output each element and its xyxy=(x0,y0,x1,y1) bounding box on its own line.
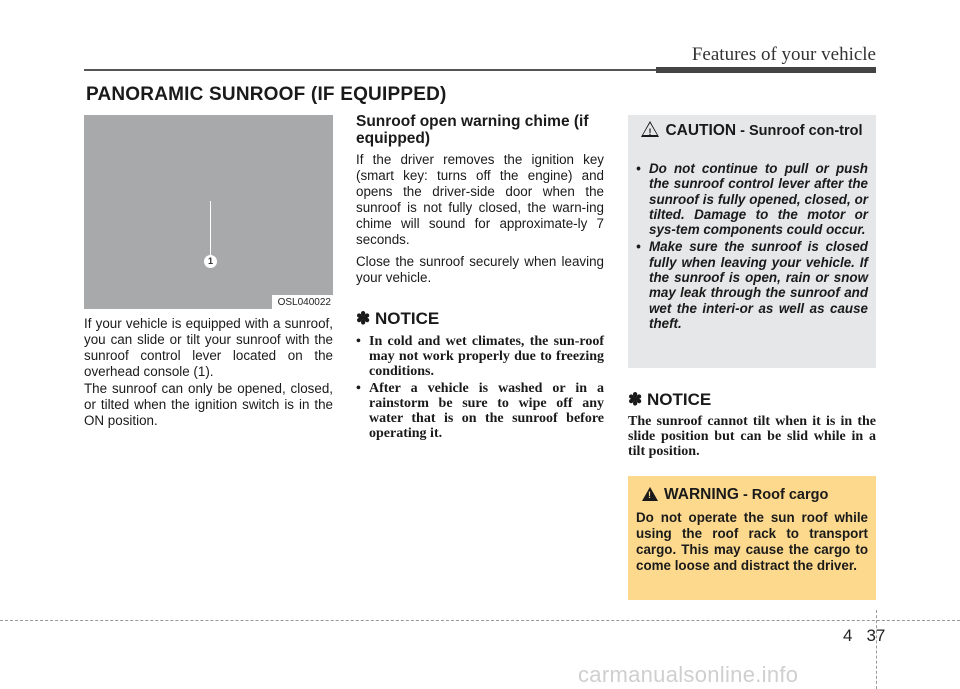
section-title: PANORAMIC SUNROOF (IF EQUIPPED) xyxy=(86,84,447,105)
photo-code: OSL040022 xyxy=(272,295,333,309)
warning-label: WARNING xyxy=(664,486,739,503)
notice-heading: ✽ NOTICE xyxy=(356,309,440,328)
notice-heading: ✽ NOTICE xyxy=(628,390,712,409)
caution-box xyxy=(628,115,876,368)
warning-box xyxy=(628,476,876,600)
caution-topic: - Sunroof con-trol xyxy=(736,123,863,139)
intro-paragraph: If your vehicle is equipped with a sunroof, you can slide or tilt your sunroof with the sunroof control lever located on the overhead console (1). xyxy=(84,316,333,379)
footer-divider xyxy=(876,610,877,689)
warning-triangle-icon: ! xyxy=(642,487,658,501)
close-securely-paragraph: Close the sunroof securely when leaving your vehicle. xyxy=(356,254,604,285)
chime-paragraph: If the driver removes the ignition key (smart key: turns off the engine) and opens the driver-side door when the sunroof is not fully closed, the warn-ing chime will sound for approximate-ly 7 seconds. xyxy=(356,152,604,247)
notice-item: • In cold and wet climates, the sun-roof may not work properly due to freezing conditions. xyxy=(356,334,604,379)
callout-leader-line xyxy=(210,201,211,261)
header-rule-accent xyxy=(656,67,876,73)
chapter-number: 4 xyxy=(843,626,853,645)
callout-marker: 1 xyxy=(204,255,217,268)
caution-item: • Make sure the sunroof is closed fully when leaving your vehicle. If the sunroof is open, rain or snow may leak through the sunroof and wet the interi-or as well as cause theft. xyxy=(636,239,868,331)
page-number xyxy=(843,626,885,646)
caution-list xyxy=(636,161,868,333)
sunroof-control-photo xyxy=(84,115,333,309)
warning-title xyxy=(642,486,828,504)
caution-item: • Do not continue to pull or push the sunroof control lever after the sunroof is fully opened, closed, or tilted. Damage to the motor or sys-tem components could occur. xyxy=(636,161,868,237)
caution-title xyxy=(628,121,876,140)
running-header: Features of your vehicle xyxy=(691,44,876,65)
watermark: carmanualsonline.info xyxy=(578,662,799,687)
warning-topic: - Roof cargo xyxy=(738,487,829,503)
tilt-notice-text: The sunroof cannot tilt when it is in the slide position but can be slid while in a tilt position. xyxy=(628,414,876,459)
warning-text: Do not operate the sun roof while using the roof rack to transport cargo. This may cause the cargo to come loose and distract the driver. xyxy=(636,510,868,573)
ignition-paragraph: The sunroof can only be opened, closed, or tilted when the ignition switch is in the ON position. xyxy=(84,381,333,428)
footer-rule xyxy=(0,620,960,621)
page-number-value: 37 xyxy=(866,626,886,645)
notice-list xyxy=(356,334,604,443)
caution-triangle-icon: ! xyxy=(641,121,659,137)
notice-item: • After a vehicle is washed or in a rainstorm be sure to wipe off any water that is on the sunroof before operating it. xyxy=(356,381,604,441)
caution-label: CAUTION xyxy=(665,122,737,139)
chime-subheading: Sunroof open warning chime (if equipped) xyxy=(356,113,589,147)
